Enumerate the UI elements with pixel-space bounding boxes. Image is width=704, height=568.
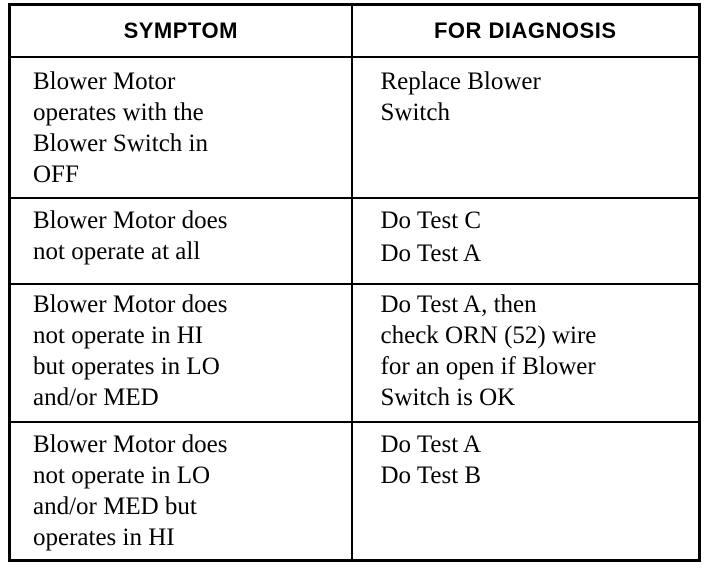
diagnosis-text-line: Switch is OK <box>380 383 516 411</box>
header-row <box>10 5 700 58</box>
symptom-text-line: and/or MED <box>33 383 159 411</box>
symptom-cell <box>10 284 352 423</box>
symptom-text-line: Blower Switch in <box>33 130 208 157</box>
diagnosis-text-line: for an open if Blower <box>380 352 596 380</box>
symptom-text-line: not operate in HI <box>33 321 204 349</box>
diagnosis-cell <box>352 284 700 423</box>
symptom-text-line: and/or MED but <box>33 493 197 521</box>
symptom-text-line: operates with the <box>33 99 204 126</box>
diagnosis-cell <box>352 57 700 198</box>
header-symptom: SYMPTOM <box>10 5 352 58</box>
diagnosis-text-line: Switch <box>380 99 450 126</box>
diagnosis-text-line: Do Test A <box>380 431 482 459</box>
symptom-cell <box>10 422 352 560</box>
symptom-text-line: Blower Motor does <box>33 206 228 234</box>
symptom-diagnosis-table <box>8 3 701 562</box>
symptom-cell <box>10 198 352 284</box>
symptom-text-line: OFF <box>33 161 79 188</box>
diagnosis-text-line: Do Test A, then <box>380 290 537 318</box>
symptom-text-line: not operate in LO <box>33 462 211 490</box>
diagnosis-text-line: Replace Blower <box>380 68 541 95</box>
symptom-cell <box>10 57 352 198</box>
diagnosis-text-line: Do Test B <box>380 462 482 490</box>
symptom-text-line: Blower Motor does <box>33 290 228 318</box>
table-row <box>10 284 700 423</box>
symptom-text-line: Blower Motor <box>33 68 176 95</box>
diagnosis-text-line: Do Test A <box>380 239 482 267</box>
symptom-text-line: Blower Motor does <box>33 431 228 459</box>
symptom-text-line: operates in HI <box>33 524 175 552</box>
table-row <box>10 57 700 198</box>
diagnosis-text-line: check ORN (52) wire <box>380 321 597 349</box>
diagnosis-cell <box>352 198 700 284</box>
diagnosis-text-line: Do Test C <box>380 206 482 234</box>
header-diagnosis: FOR DIAGNOSIS <box>352 5 700 58</box>
symptom-text-line: not operate at all <box>33 237 201 265</box>
symptom-text-line: but operates in LO <box>33 352 220 380</box>
diagnosis-table-container <box>8 3 698 562</box>
diagnosis-cell <box>352 422 700 560</box>
table-row <box>10 422 700 560</box>
table-row <box>10 198 700 284</box>
